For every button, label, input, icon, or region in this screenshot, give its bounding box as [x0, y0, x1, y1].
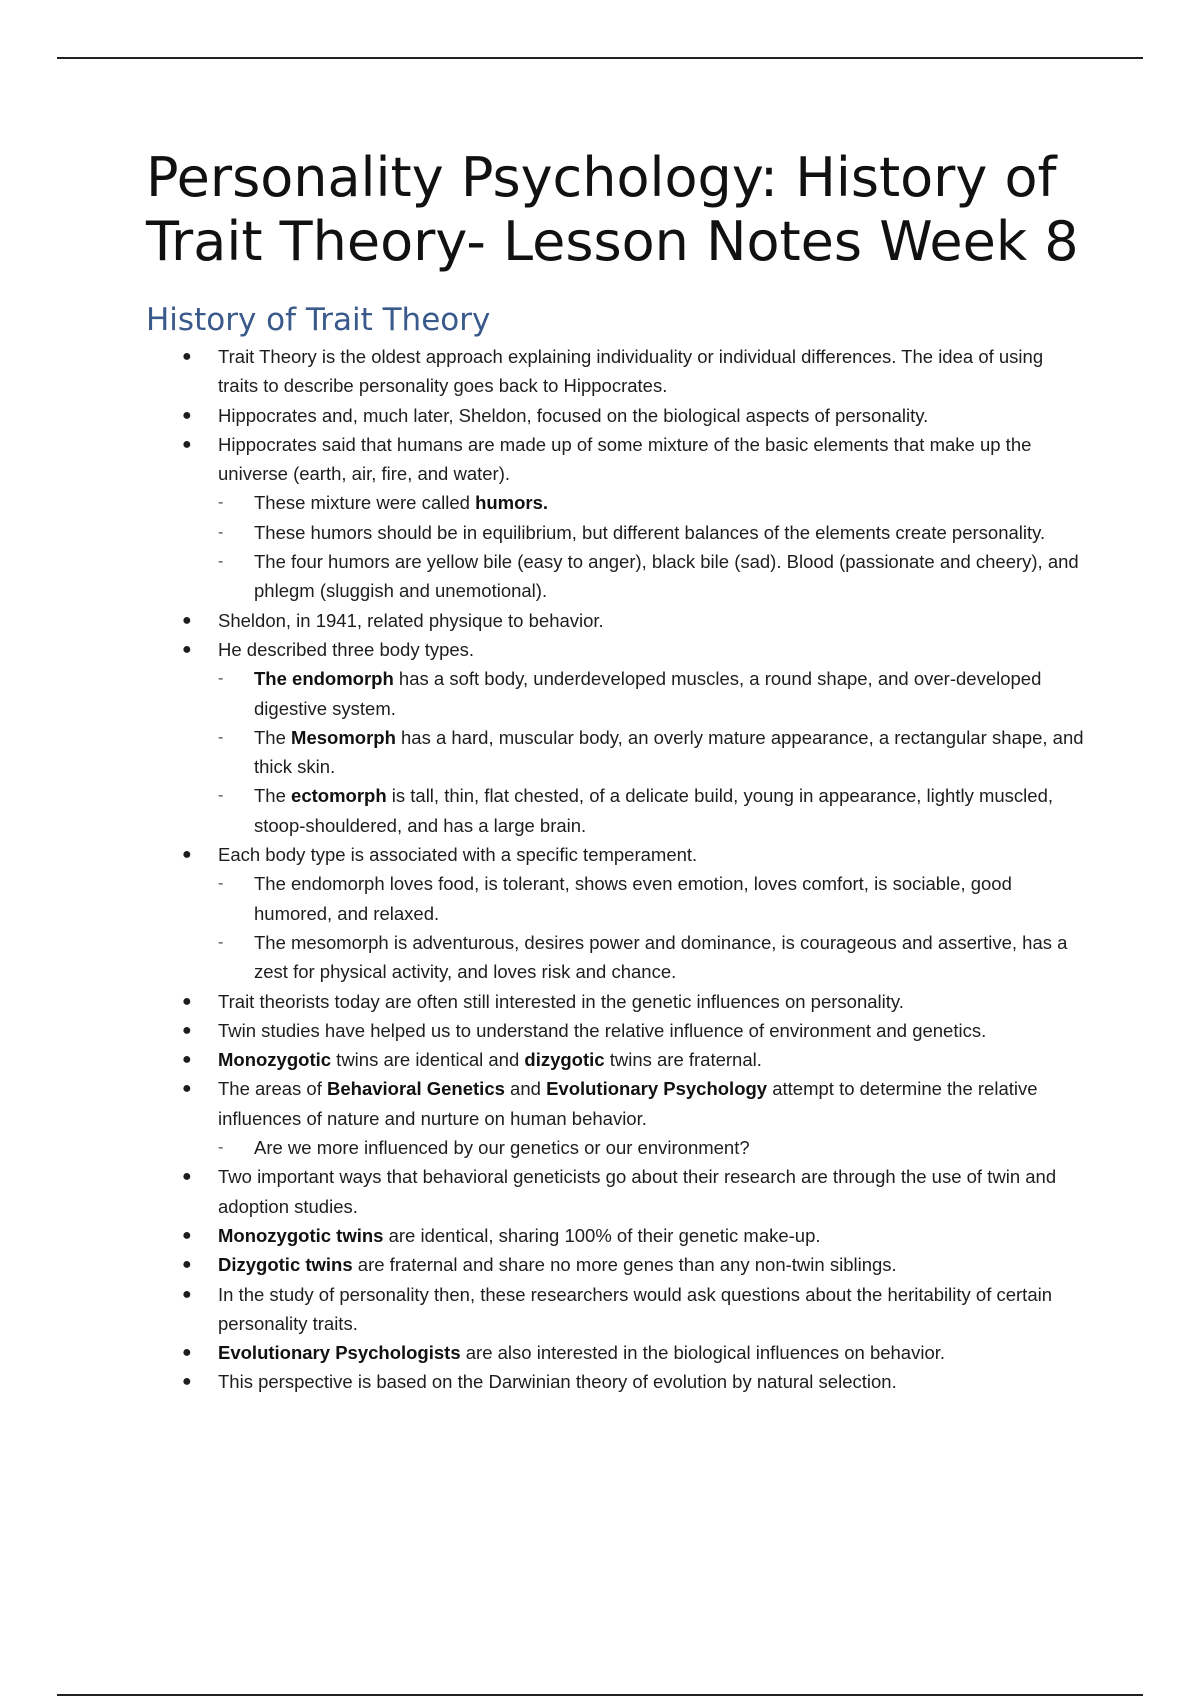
bold-text: humors.: [475, 492, 549, 514]
sub-bullet-item: [146, 781, 1086, 840]
note-text: These humors should be in equilibrium, but different balances of the elements create personality.: [254, 521, 1046, 543]
note-text: The mesomorph is adventurous, desires power and dominance, is courageous and assertive, has a zest for physical activity, and loves risk and chance.: [254, 931, 1068, 983]
note-text: and: [504, 1078, 547, 1100]
dash-marker-icon: -: [218, 933, 224, 951]
bold-text: Evolutionary Psychologists: [218, 1342, 461, 1364]
sub-bullet-item: [146, 518, 1086, 547]
note-text: This perspective is based on the Darwinian theory of evolution by natural selection.: [218, 1371, 897, 1393]
note-text: Hippocrates and, much later, Sheldon, focused on the biological aspects of personality.: [218, 404, 929, 426]
bullet-item: [146, 606, 1086, 635]
dash-marker-icon: -: [218, 875, 224, 893]
bullet-item: [146, 987, 1086, 1016]
bullet-marker-icon: ●: [182, 640, 192, 658]
dash-marker-icon: -: [218, 670, 224, 688]
bullet-item: [146, 1045, 1086, 1074]
bullet-marker-icon: ●: [182, 1285, 192, 1303]
sub-bullet-item: [146, 488, 1086, 517]
dash-marker-icon: -: [218, 523, 224, 541]
bullet-marker-icon: ●: [182, 611, 192, 629]
bullet-item: [146, 342, 1086, 401]
note-text: Trait theorists today are often still interested in the genetic influences on personality.: [218, 990, 904, 1012]
footer-rule: [57, 1694, 1143, 1696]
note-text: The endomorph loves food, is tolerant, shows even emotion, loves comfort, is sociable, good humored, and relaxed.: [254, 873, 1012, 924]
bullet-item: [146, 401, 1086, 430]
bullet-marker-icon: ●: [182, 1256, 192, 1274]
dash-marker-icon: -: [218, 494, 224, 512]
bold-text: dizygotic: [524, 1049, 605, 1071]
bullet-item: [146, 1250, 1086, 1279]
dash-marker-icon: -: [218, 787, 224, 805]
note-text: The: [254, 726, 292, 748]
bold-text: Evolutionary Psychology: [546, 1078, 768, 1100]
bullet-marker-icon: ●: [182, 1021, 192, 1039]
sub-bullet-item: [146, 869, 1086, 928]
note-text: Twin studies have helped us to understand the relative influence of environment and genetics.: [218, 1019, 987, 1041]
bold-text: ectomorph: [291, 785, 387, 807]
bullet-item: [146, 635, 1086, 664]
note-text: The four humors are yellow bile (easy to anger), black bile (sad). Blood (passionate and cheery), and phlegm (sluggish and unemotional).: [254, 551, 1079, 602]
bold-text: Mesomorph: [291, 726, 396, 748]
sub-bullet-item: [146, 928, 1086, 987]
bullet-item: [146, 1016, 1086, 1045]
note-text: are also interested in the biological influences on behavior.: [460, 1342, 946, 1364]
dash-marker-icon: -: [218, 728, 224, 746]
note-text: Trait Theory is the oldest approach explaining individuality or individual differences. The idea of using traits to describe personality goes back to Hippocrates.: [218, 346, 1044, 397]
bullet-marker-icon: ●: [182, 1168, 192, 1186]
section-heading: History of Trait Theory: [146, 302, 491, 338]
bullet-marker-icon: ●: [182, 992, 192, 1010]
sub-bullet-item: [146, 723, 1086, 782]
bullet-item: [146, 1162, 1086, 1221]
bullet-marker-icon: ●: [182, 1051, 192, 1069]
bullet-marker-icon: ●: [182, 1344, 192, 1362]
note-text: He described three body types.: [218, 638, 475, 660]
bold-text: Monozygotic: [218, 1049, 332, 1071]
note-text: Two important ways that behavioral geneticists go about their research are through the use of twin and adoption studies.: [218, 1166, 1057, 1217]
note-text: Each body type is associated with a specific temperament.: [218, 844, 698, 866]
bullet-item: [146, 1367, 1086, 1396]
bullet-marker-icon: ●: [182, 348, 192, 365]
note-text: has a hard, muscular body, an overly mature appearance, a rectangular shape, and thick skin.: [254, 726, 1084, 778]
bullet-item: [146, 840, 1086, 869]
note-text: Are we more influenced by our genetics or our environment?: [254, 1137, 750, 1159]
note-text: These mixture were called: [254, 492, 476, 514]
bullet-marker-icon: ●: [182, 406, 192, 424]
bold-text: The endomorph: [254, 668, 394, 690]
header-rule: [57, 57, 1143, 59]
bullet-marker-icon: ●: [182, 1080, 192, 1098]
note-text: attempt to determine the relative influences of nature and nurture on human behavior.: [218, 1078, 1038, 1129]
sub-bullet-item: [146, 664, 1086, 723]
note-text: are identical, sharing 100% of their genetic make-up.: [383, 1224, 821, 1246]
bullet-marker-icon: ●: [182, 846, 192, 864]
dash-marker-icon: -: [218, 1139, 224, 1157]
note-text: In the study of personality then, these researchers would ask questions about the heritability of certain personality traits.: [218, 1283, 1053, 1334]
notes-list: [146, 342, 1086, 1397]
bold-text: Behavioral Genetics: [327, 1078, 505, 1100]
bullet-item: [146, 1221, 1086, 1250]
sub-bullet-item: [146, 1133, 1086, 1162]
bullet-marker-icon: ●: [182, 1226, 192, 1244]
document-title: Personality Psychology: History of Trait Theory- Lesson Notes Week 8: [146, 146, 1079, 273]
bold-text: Monozygotic twins: [218, 1224, 384, 1246]
note-text: twins are fraternal.: [604, 1049, 762, 1071]
note-text: twins are identical and: [331, 1049, 525, 1071]
bullet-item: [146, 430, 1086, 489]
note-text: The areas of: [218, 1078, 328, 1100]
bullet-marker-icon: ●: [182, 1373, 192, 1391]
note-text: are fraternal and share no more genes than any non-twin siblings.: [352, 1254, 897, 1276]
bullet-item: [146, 1280, 1086, 1339]
bullet-marker-icon: ●: [182, 435, 192, 453]
note-text: Sheldon, in 1941, related physique to behavior.: [218, 609, 604, 631]
bullet-item: [146, 1074, 1086, 1133]
note-text: is tall, thin, flat chested, of a delicate build, young in appearance, lightly muscled, stoop-shouldered, and has a large brain.: [254, 785, 1054, 836]
note-text: has a soft body, underdeveloped muscles, a round shape, and over-developed digestive system.: [254, 668, 1042, 719]
note-text: The: [254, 785, 292, 807]
dash-marker-icon: -: [218, 553, 224, 571]
note-text: Hippocrates said that humans are made up of some mixture of the basic elements that make up the universe (earth, air, fire, and water).: [218, 433, 1032, 485]
bold-text: Dizygotic twins: [218, 1254, 353, 1276]
sub-bullet-item: [146, 547, 1086, 606]
bullet-item: [146, 1338, 1086, 1367]
